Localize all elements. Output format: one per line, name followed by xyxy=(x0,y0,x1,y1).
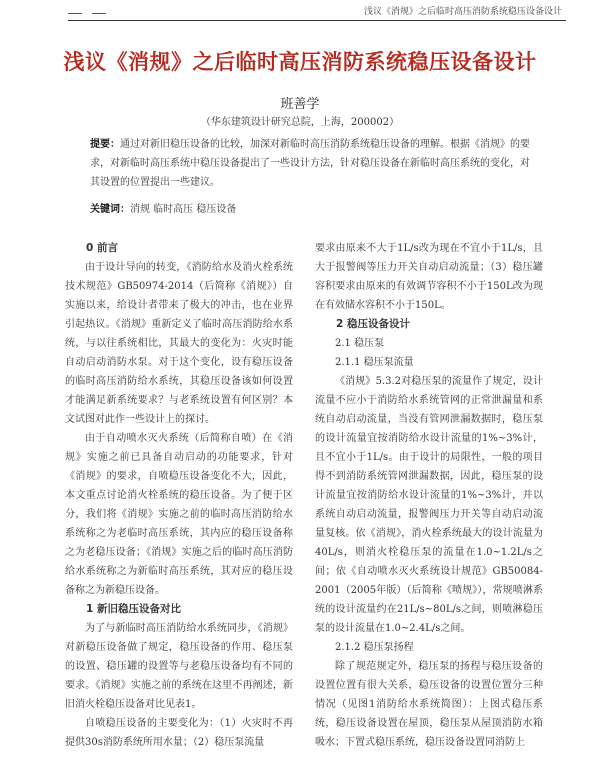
running-header: 浅议《消规》之后临时高压消防系统稳压设备设计 xyxy=(363,7,562,17)
header-rule xyxy=(68,20,566,21)
abstract xyxy=(90,135,530,192)
header-tick-left xyxy=(68,13,82,14)
left-column xyxy=(65,239,293,752)
author-name: 班善学 xyxy=(280,97,320,112)
author-affiliation: （华东建筑设计研究总院，上海，200002） xyxy=(200,117,400,128)
subsection-heading-2-1-2: 2.1.2 稳压泵扬程 xyxy=(335,642,414,653)
section-heading-1: 1 新旧稳压设备对比 xyxy=(86,603,181,615)
paragraph: 由于自动喷水灭火系统（后简称自喷）在《消规》实施之前已具备自动启动的功能要求，针对《消规》的要求，自喷稳压设备变化不大，因此，本文重点讨论消火栓系统的稳压设备。为了便于区分，我们将《消规》实施之前的临时高压消防给水系统称之为老临时高压系统，其内应的稳压设备称之为老稳压设备；《消规》实施之后的临时高压消防给水系统称之为新临时高压系统，其对应的稳压设备称之为新稳压设备。 xyxy=(65,433,293,596)
paragraph: 除了规范规定外，稳压泵的扬程与稳压设备的设置位置有很大关系，稳压设备的设置位置分三种情况（见图1消防给水系统简图）：上图式稳压系统，稳压设备设置在屋顶，稳压泵从屋顶消防水箱吸水；下置式稳压系统，稳压设备设置同消防上 xyxy=(315,661,543,748)
paragraph: 由于设计导向的转变，《消防给水及消火栓系统技术规范》GB50974-2014（后简称《消规》）自实施以来，给设计者带来了极大的冲击，也在业界引起热议。《消规》重新定义了临时高压消防给水系统，与以往系统相比，其最大的变化为：火灾时能自动启动消防水泵。对于这个变化，设有稳压设备的临时高压消防给水系统，其稳压设备该如何设置才能满足新系统要求？与老系统设置有何区别？本文试图对此作一些设计上的探讨。 xyxy=(65,262,293,425)
paragraph: 自喷稳压设备的主要变化为：（1）火灾时不再提供30s消防系统所用水量；（2）稳压泵流量 xyxy=(65,718,293,748)
header-tick-right xyxy=(92,13,106,14)
keywords-text: 消规 临时高压 稳压设备 xyxy=(130,204,237,215)
subsection-heading-2-1: 2.1 稳压泵 xyxy=(335,338,385,349)
abstract-text: 通过对新旧稳压设备的比较，加深对新临时高压消防系统稳压设备的理解。根据《消规》的要求，对新临时高压系统中稳压设备提出了一些设计方法，针对稳压设备在新临时高压系统的变化，对其设置的位置提出一些建议。 xyxy=(90,139,530,188)
section-heading-0: 0 前言 xyxy=(86,242,118,254)
section-heading-2: 2 稳压设备设计 xyxy=(336,318,410,330)
subsection-heading-2-1-1: 2.1.1 稳压泵流量 xyxy=(335,357,414,368)
paragraph: 要求由原来不大于1L/s改为现在不宜小于1L/s，且大于报警阀等压力开关自动启动流量；（3）稳压罐容积要求由原来的有效调节容积不小于150L改为现在有效储水容积不小于150L。 xyxy=(315,243,543,311)
paragraph: 为了与新临时高压消防给水系统同步，《消规》对新稳压设备做了规定，稳压设备的作用、稳压泵的设置、稳压罐的设置等与老稳压设备均有不同的要求。《消规》实施之前的系统在这里不再阐述，新旧消火栓稳压设备对比见表1。 xyxy=(65,623,293,710)
keywords xyxy=(90,200,530,215)
keywords-label: 关键词： xyxy=(90,204,130,215)
right-column xyxy=(315,239,543,752)
paragraph: 《消规》5.3.2对稳压泵的流量作了规定，设计流量不应小于消防给水系统管网的正常泄漏量和系统自动启动流量，当没有管网泄漏数据时，稳压泵的设计流量宜按消防给水设计流量的1%~3%计，且不宜小于1L/s。由于设计的局限性，一般的项目得不到消防系统管网泄漏数据，因此，稳压泵的设计流量宜按消防给水设计流量的1%~3%计，并以系统自动启动流量，报警阀压力开关等自动启动流量复核。依《消规》，消火栓系统最大的设计流量为40L/s，则消火栓稳压泵的流量在1.0~1.2L/s之间；依《自动喷水灭火系统设计规范》GB50084-2001（2005年版）（后简称《喷规》），常规喷淋系统的设计流量约在21L/s~80L/s之间，则喷淋稳压泵的设计流量在1.0~2.4L/s之间。 xyxy=(315,376,543,634)
article-title: 浅议《消规》之后临时高压消防系统稳压设备设计 xyxy=(63,50,537,74)
abstract-label: 提要： xyxy=(90,139,120,150)
